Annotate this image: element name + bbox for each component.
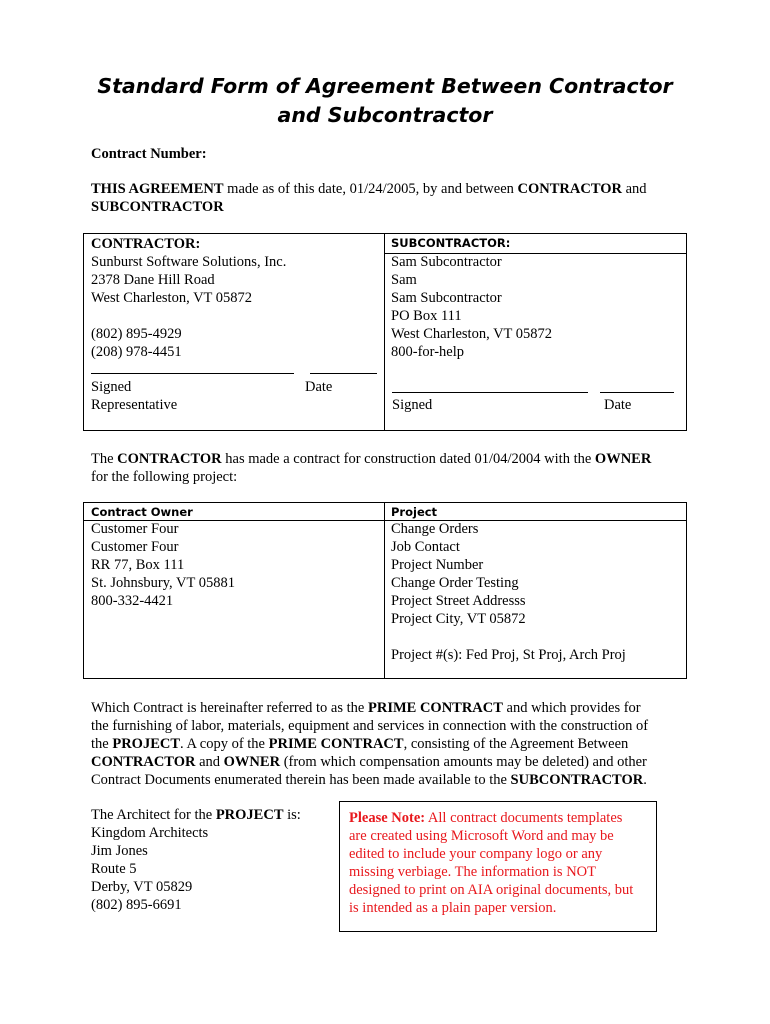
agreement-statement xyxy=(91,180,647,216)
subcontractor-signed-label: Signed xyxy=(392,397,433,413)
parties-column-divider xyxy=(384,234,385,430)
title-line-2: and Subcontractor xyxy=(277,103,493,127)
subcontractor-line-3: Sam Subcontractor xyxy=(391,290,502,306)
prime-text: Contract Documents enumerated therein has been made available to the xyxy=(91,772,511,788)
architect-intro: The Architect for the xyxy=(91,807,216,823)
project-line-3: Project Number xyxy=(391,557,484,573)
owner-header: Contract Owner xyxy=(91,505,193,519)
prime-text: and which provides for xyxy=(502,700,641,716)
subcontractor-line-6: 800-for-help xyxy=(391,344,464,360)
note-line-2: are created using Microsoft Word and may be xyxy=(349,828,614,844)
owner-line-2: Customer Four xyxy=(91,539,179,555)
prime-term: PRIME CONTRACT xyxy=(367,700,503,716)
project-header: Project xyxy=(391,505,438,519)
subcontractor-block xyxy=(391,253,552,361)
note-line-5: designed to print on AIA original documents, but xyxy=(349,882,634,898)
page-title xyxy=(0,72,770,130)
contractor-signed-label: Signed xyxy=(91,379,132,395)
project-column-divider xyxy=(384,503,385,678)
contract-sentence-part-2: has made a contract for construction dated 01/04/2004 with the xyxy=(221,451,595,467)
contract-sentence-owner: OWNER xyxy=(594,451,652,467)
contract-number-label: Contract Number: xyxy=(91,146,207,162)
prime-text: Which Contract is hereinafter referred to as the xyxy=(91,700,368,716)
owner-block xyxy=(91,520,235,610)
contractor-header: CONTRACTOR: xyxy=(91,236,201,252)
prime-text: and xyxy=(195,754,224,770)
note-first-line: All contract documents templates xyxy=(425,810,623,826)
prime-text: the furnishing of labor, materials, equipment and services in connection with the construction of xyxy=(91,718,649,734)
agreement-text: made as of this date, 01/24/2005, by and between xyxy=(223,181,518,197)
note-line-4: missing verbiage. The information is NOT xyxy=(349,864,596,880)
project-line-4: Change Order Testing xyxy=(391,575,519,591)
architect-line-2: Jim Jones xyxy=(91,843,148,859)
prime-term: PRIME CONTRACT xyxy=(268,736,404,752)
prime-contract-paragraph xyxy=(91,699,648,789)
project-numbers: Project #(s): Fed Proj, St Proj, Arch Proj xyxy=(391,647,626,663)
project-line-6: Project City, VT 05872 xyxy=(391,611,526,627)
note-line-6: is intended as a plain paper version. xyxy=(349,900,557,916)
contract-sentence xyxy=(91,450,651,486)
note-line-3: edited to include your company logo or any xyxy=(349,846,603,862)
architect-line-4: Derby, VT 05829 xyxy=(91,879,193,895)
architect-line-3: Route 5 xyxy=(91,861,137,877)
contractor-date-line xyxy=(310,373,377,374)
contract-sentence-contractor: CONTRACTOR xyxy=(117,451,222,467)
architect-line-1: Kingdom Architects xyxy=(91,825,209,841)
owner-line-1: Customer Four xyxy=(91,521,179,537)
project-line-2: Job Contact xyxy=(391,539,460,555)
contractor-block xyxy=(91,235,286,361)
agreement-and: and xyxy=(621,181,647,197)
prime-text: (from which compensation amounts may be deleted) and other xyxy=(280,754,647,770)
agreement-subcontractor: SUBCONTRACTOR xyxy=(91,199,224,215)
subcontractor-line-2: Sam xyxy=(391,272,417,288)
prime-text: , consisting of the Agreement Between xyxy=(403,736,629,752)
subcontractor-line-1: Sam Subcontractor xyxy=(391,254,502,270)
architect-block xyxy=(91,806,301,914)
contractor-date-label: Date xyxy=(305,379,333,395)
prime-text: . xyxy=(643,772,647,788)
contractor-phone-1: (802) 895-4929 xyxy=(91,326,182,342)
subcontractor-line-5: West Charleston, VT 05872 xyxy=(391,326,553,342)
agreement-contractor: CONTRACTOR xyxy=(517,181,622,197)
contractor-street: 2378 Dane Hill Road xyxy=(91,272,215,288)
project-block xyxy=(391,520,626,664)
prime-text: . A copy of the xyxy=(180,736,269,752)
architect-intro-end: is: xyxy=(283,807,301,823)
owner-line-4: St. Johnsbury, VT 05881 xyxy=(91,575,235,591)
prime-text: the xyxy=(91,736,113,752)
contractor-representative-label: Representative xyxy=(91,397,178,413)
contractor-phone-2: (208) 978-4451 xyxy=(91,344,182,360)
note-label: Please Note: xyxy=(349,810,426,826)
contractor-name: Sunburst Software Solutions, Inc. xyxy=(91,254,287,270)
contractor-signature-line xyxy=(91,373,294,374)
prime-term: SUBCONTRACTOR xyxy=(510,772,644,788)
subcontractor-line-4: PO Box 111 xyxy=(391,308,462,324)
project-line-5: Project Street Addresss xyxy=(391,593,526,609)
contract-sentence-part-1: The xyxy=(91,451,118,467)
prime-term: OWNER xyxy=(223,754,281,770)
subcontractor-date-label: Date xyxy=(604,397,632,413)
prime-term: PROJECT xyxy=(112,736,181,752)
contract-sentence-line-2: for the following project: xyxy=(91,469,238,485)
contractor-city: West Charleston, VT 05872 xyxy=(91,290,253,306)
architect-project: PROJECT xyxy=(215,807,284,823)
subcontractor-header: SUBCONTRACTOR: xyxy=(391,236,511,250)
subcontractor-date-line xyxy=(600,392,674,393)
owner-line-5: 800-332-4421 xyxy=(91,593,174,609)
owner-line-3: RR 77, Box 111 xyxy=(91,557,185,573)
agreement-lead: THIS AGREEMENT xyxy=(91,181,224,197)
prime-term: CONTRACTOR xyxy=(91,754,196,770)
architect-line-5: (802) 895-6691 xyxy=(91,897,182,913)
subcontractor-signature-line xyxy=(392,392,588,393)
title-line-1: Standard Form of Agreement Between Contractor xyxy=(97,74,673,98)
template-note-box xyxy=(339,801,657,932)
project-line-1: Change Orders xyxy=(391,521,479,537)
